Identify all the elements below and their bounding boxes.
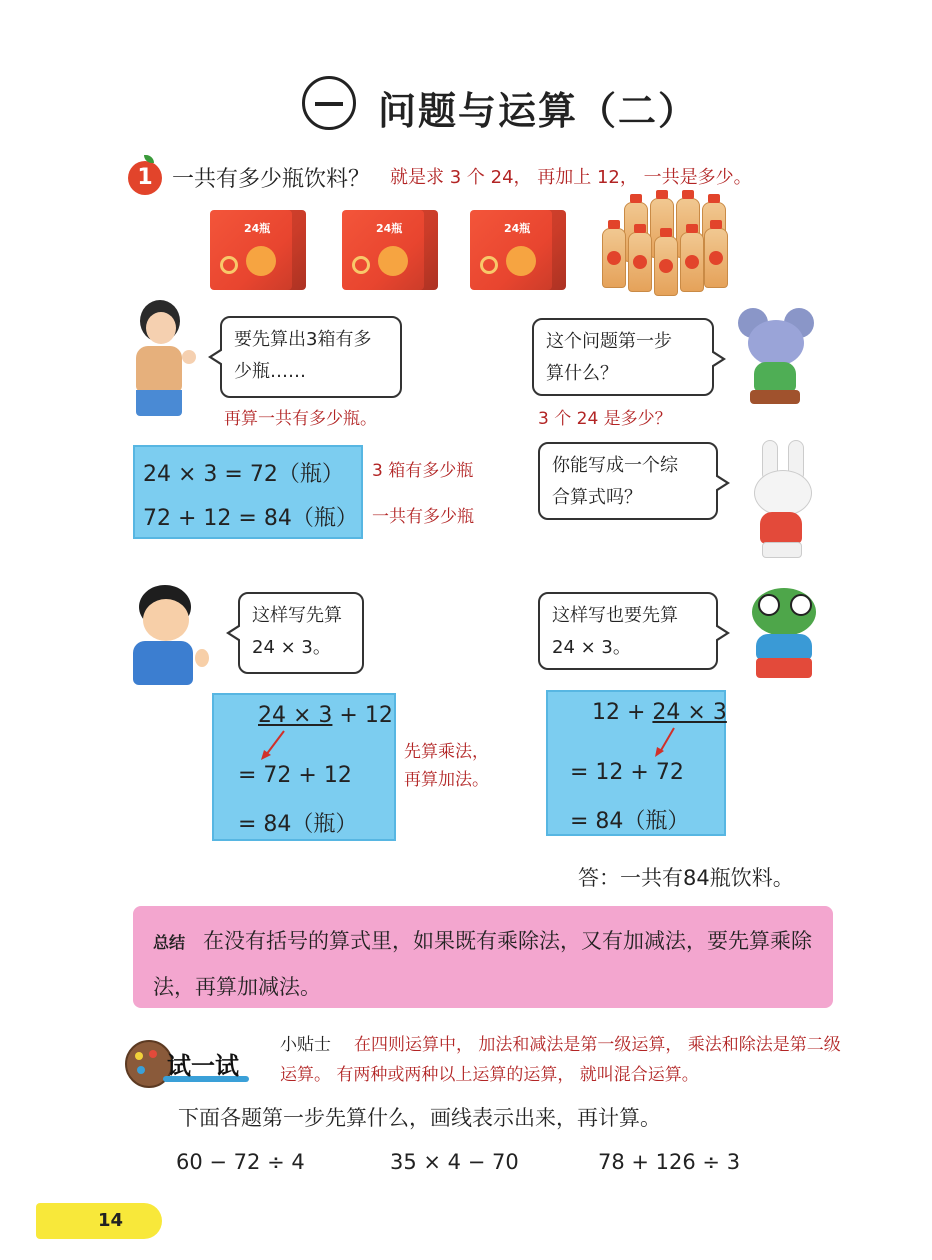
frog-speech-bubble: 这样写也要先算 24 × 3。 <box>538 592 718 670</box>
juice-bottles-image <box>598 190 728 300</box>
mouse-character <box>738 308 830 408</box>
combined-left-note: 先算乘法， 再算加法。 <box>404 742 489 790</box>
right-step-2: = 12 + 72 <box>570 760 684 785</box>
box-label: 24瓶 <box>504 222 531 235</box>
combined-calc-left <box>212 693 396 841</box>
right-step-arrow-icon <box>648 726 688 760</box>
tip-label: 小贴士 <box>280 1035 331 1055</box>
left-step-2: = 72 + 12 <box>238 763 352 788</box>
try-title: 试一试 <box>167 1052 239 1080</box>
tip-text: 在四则运算中， 加法和减法是第一级运算， 乘法和除法是第二级运算。 有两种或两种以上运算的运算， 就叫混合运算。 <box>280 1035 841 1085</box>
boy-speech-bubble: 这样写先算 24 × 3。 <box>238 592 364 674</box>
juice-box-image <box>342 210 438 290</box>
mouse-speech-bubble: 这个问题第一步 算什么？ <box>532 318 714 396</box>
box-label: 24瓶 <box>376 222 403 235</box>
right-first-step: 24 × 3 <box>652 700 727 725</box>
problem-hint: 就是求 3 个 24， 再加上 12， 一共是多少。 <box>390 167 752 188</box>
left-step-arrow-icon <box>254 729 294 763</box>
right-step-3: = 84（瓶） <box>570 809 690 834</box>
section-number-icon <box>302 76 356 130</box>
calc-line-2: 72 + 12 = 84（瓶） <box>143 506 358 531</box>
combined-calc-right <box>546 690 726 836</box>
calc-line-1: 24 × 3 = 72（瓶） <box>143 462 344 487</box>
left-step-3: = 84（瓶） <box>238 812 358 837</box>
try-instruction: 下面各题第一步先算什么，画线表示出来，再计算。 <box>178 1106 661 1130</box>
right-expr-start: 12 + <box>592 700 653 725</box>
page-number: 14 <box>36 1203 162 1239</box>
exercise-3: 78 + 126 ÷ 3 <box>598 1150 741 1174</box>
page-title: 问题与运算（二） <box>378 89 699 133</box>
juice-box-image <box>470 210 566 290</box>
problem-number-badge <box>128 161 162 195</box>
answer-text: 答：一共有84瓶饮料。 <box>578 866 794 890</box>
exercise-2: 35 × 4 − 70 <box>390 1150 519 1174</box>
frog-character <box>744 588 826 692</box>
problem-number: 1 <box>137 165 153 190</box>
summary-text: 在没有括号的算式里，如果既有乘除法，又有加减法，要先算乘除法，再算加减法。 <box>153 929 812 999</box>
left-first-step: 24 × 3 <box>258 703 333 728</box>
calc-line-1-note: 3 箱有多少瓶 <box>372 461 474 481</box>
rabbit-character <box>748 440 828 560</box>
exercise-1: 60 − 72 ÷ 4 <box>176 1150 305 1174</box>
girl-note: 再算一共有多少瓶。 <box>224 409 377 429</box>
problem-question: 一共有多少瓶饮料？ <box>172 167 371 192</box>
mouse-note: 3 个 24 是多少？ <box>538 409 672 429</box>
girl-speech-bubble: 要先算出3箱有多 少瓶…… <box>220 316 402 398</box>
box-label: 24瓶 <box>244 222 271 235</box>
boy-character <box>133 585 217 685</box>
juice-box-image <box>210 210 306 290</box>
step-calculation-box <box>133 445 363 539</box>
summary-label: 总结 <box>153 933 186 952</box>
left-expr-rest: + 12 <box>332 703 393 728</box>
summary-box <box>133 906 833 1008</box>
calc-line-2-note: 一共有多少瓶 <box>372 507 474 527</box>
girl-character <box>130 300 200 418</box>
rabbit-speech-bubble: 你能写成一个综 合算式吗？ <box>538 442 718 520</box>
